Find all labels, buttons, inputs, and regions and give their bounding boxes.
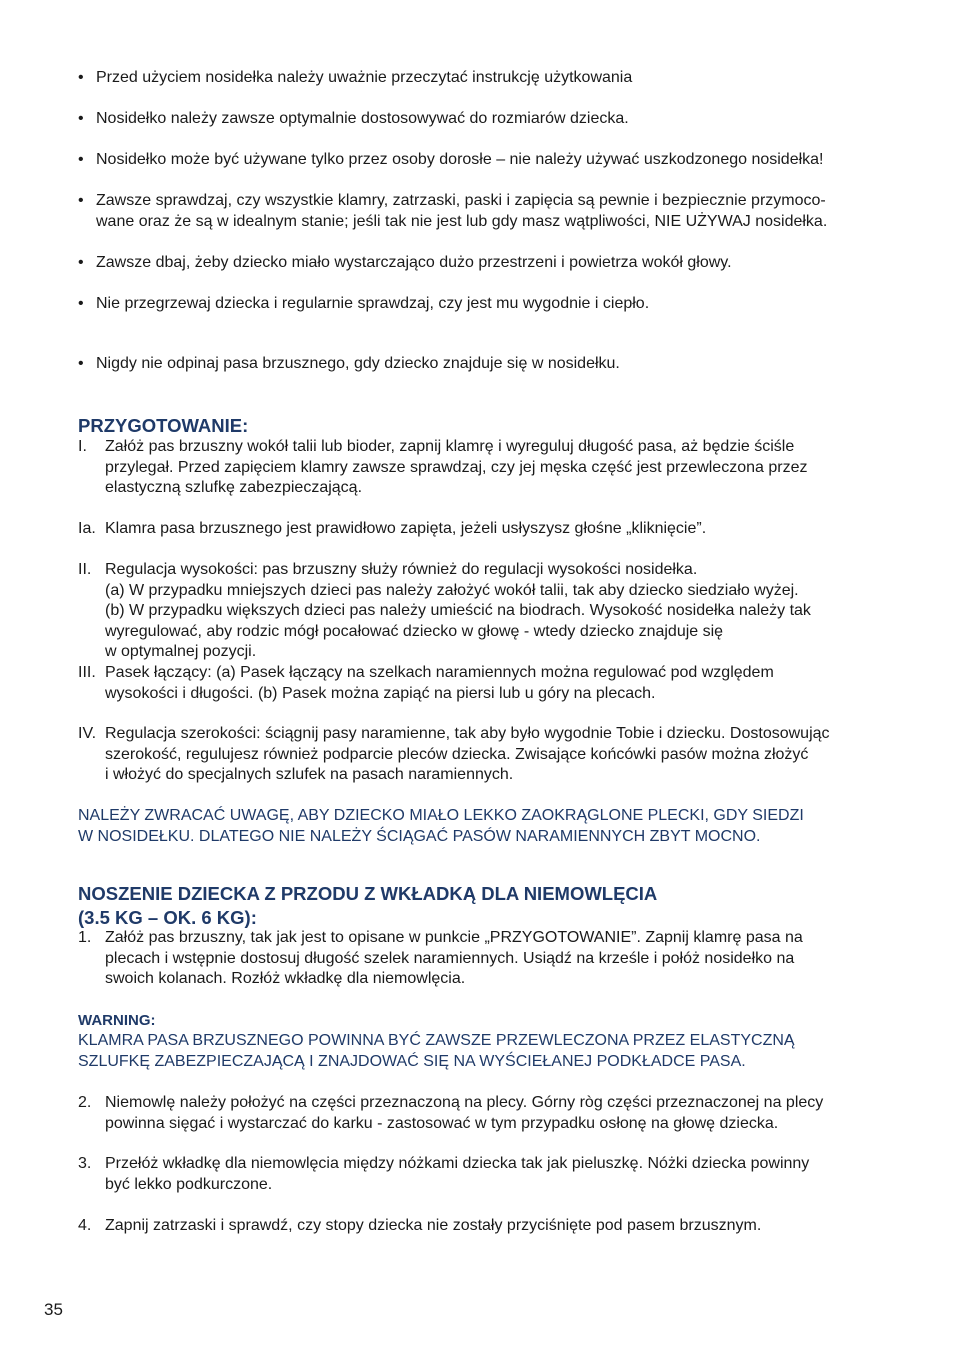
step-line: Klamra pasa brzusznego jest prawidłowo zapięta, jeżeli usłyszysz głośne „kliknięcie”. <box>105 520 707 537</box>
heading-line: (3.5 KG – OK. 6 KG): <box>78 907 257 928</box>
step-marker: 3. <box>78 1155 92 1172</box>
step-line: szerokość, regulujesz również podparcie pleców dziecka. Zwisające końcówki pasów można złożyć <box>105 745 809 763</box>
step-line: Załóż pas brzuszny, tak jak jest to opisane w punkcie „PRZYGOTOWANIE”. Zapnij klamrę pasa na <box>105 929 803 946</box>
bullet-icon: • <box>78 295 84 312</box>
step-marker: 2. <box>78 1094 92 1111</box>
step-marker: Ia. <box>78 520 96 537</box>
front-step <box>78 1154 898 1195</box>
bullet-icon: • <box>78 192 84 209</box>
notice-line: NALEŻY ZWRACAĆ UWAGĘ, ABY DZIECKO MIAŁO LEKKO ZAOKRĄGLONE PLECKI, GDY SIEDZI <box>78 807 804 824</box>
front-step <box>78 1216 898 1237</box>
step-marker: I. <box>78 438 87 455</box>
prep-step <box>78 663 898 704</box>
bullet-line: wane oraz że są w idealnym stanie; jeśli tak nie jest lub gdy masz wątpliwości, NIE UŻYWAJ nosidełka. <box>96 212 828 230</box>
step-line: Pasek łączący: (a) Pasek łączący na szelkach naramiennych można regulować pod względem <box>105 664 774 681</box>
step-line: wyregulować, aby rodzic mógł pocałować dziecko w głowę - wtedy dziecko znajduje się <box>105 622 724 640</box>
step-line: swoich kolanach. Rozłóż wkładkę dla niemowlęcia. <box>105 970 466 988</box>
bullet-icon: • <box>78 254 84 271</box>
prep-step <box>78 724 898 786</box>
notice-line: W NOSIDEŁKU. DLATEGO NIE NALEŻY ŚCIĄGAĆ PASÓW NARAMIENNYCH ZBYT MOCNO. <box>78 827 761 845</box>
bullet-line: Nie przegrzewaj dziecka i regularnie sprawdzaj, czy jest mu wygodnie i ciepło. <box>96 295 650 312</box>
bullet-icon: • <box>78 355 84 372</box>
step-line: powinna sięgać i wystarczać do karku - zastosować w tym przypadku osłonę na głowę dziecka. <box>105 1114 779 1132</box>
step-line: przylegał. Przed zapięciem klamry zawsze sprawdzaj, czy jej męska część jest przewleczona przez <box>105 458 808 476</box>
step-line: Przełóż wkładkę dla niemowlęcia między nóżkami dziecka tak jak pieluszkę. Nóżki dziecka powinny <box>105 1155 810 1172</box>
bullet-line: Zawsze dbaj, żeby dziecko miało wystarczająco dużo przestrzeni i powietrza wokół głowy. <box>96 254 732 271</box>
prep-notice <box>78 806 898 847</box>
prep-step <box>78 519 898 540</box>
step-line: być lekko podkurczone. <box>105 1175 273 1193</box>
step-line: Załóż pas brzuszny wokół talii lub bioder, zapnij klamrę i wyreguluj długość pasa, aż będzie ściśle <box>105 438 795 455</box>
step-marker: 1. <box>78 929 92 946</box>
heading-line: NOSZENIE DZIECKA Z PRZODU Z WKŁADKĄ DLA NIEMOWLĘCIA <box>78 883 658 904</box>
safety-bullet <box>78 109 898 130</box>
step-line: Regulacja szerokości: ściągnij pasy naramienne, tak aby było wygodnie Tobie i dziecku. Dostosowując <box>105 725 830 742</box>
step-line: w optymalnej pozycji. <box>105 643 257 661</box>
bullet-line: Nosidełko należy zawsze optymalnie dostosowywać do rozmiarów dziecka. <box>96 110 629 127</box>
safety-bullet <box>78 253 898 274</box>
warning-line: SZLUFKĘ ZABEZPIECZAJĄCĄ I ZNAJDOWAĆ SIĘ NA WYŚCIEŁANEJ PODKŁADCE PASA. <box>78 1052 746 1070</box>
bullet-icon: • <box>78 69 84 86</box>
warning-text <box>78 1031 898 1072</box>
front-step <box>78 1093 898 1134</box>
bullet-line: Nigdy nie odpinaj pasa brzusznego, gdy dziecko znajduje się w nosidełku. <box>96 355 620 372</box>
step-line: wysokości i długości. (b) Pasek można zapiąć na piersi lub u góry na plecach. <box>105 684 656 702</box>
front-step <box>78 928 898 990</box>
bullet-line: Nosidełko może być używane tylko przez osoby dorosłe – nie należy używać uszkodzonego nosidełka! <box>96 151 824 168</box>
bullet-icon: • <box>78 151 84 168</box>
bullet-line: Zawsze sprawdzaj, czy wszystkie klamry, zatrzaski, paski i zapięcia są pewnie i bezpiecznie przymoco- <box>96 192 826 209</box>
step-line: elastyczną szlufkę zabezpieczającą. <box>105 479 363 497</box>
bullet-line: Przed użyciem nosidełka należy uważnie przeczytać instrukcję użytkowania <box>96 69 633 86</box>
warning-line: KLAMRA PASA BRZUSZNEGO POWINNA BYĆ ZAWSZE PRZEWLECZONA PRZEZ ELASTYCZNĄ <box>78 1032 795 1049</box>
bullet-icon: • <box>78 110 84 127</box>
section-heading-front-carry <box>78 882 657 930</box>
step-line: Zapnij zatrzaski i sprawdź, czy stopy dziecka nie zostały przyciśnięte pod pasem brzusznym. <box>105 1217 762 1234</box>
step-marker: IV. <box>78 725 97 742</box>
safety-bullet <box>78 294 898 315</box>
step-line: Regulacja wysokości: pas brzuszny służy również do regulacji wysokości nosidełka. <box>105 561 698 578</box>
prep-step <box>78 437 898 499</box>
step-line: (b) W przypadku większych dzieci pas należy umieścić na biodrach. Wysokość nosidełka należy tak <box>105 602 811 620</box>
safety-bullet <box>78 191 898 232</box>
step-marker: III. <box>78 664 96 681</box>
step-line: i włożyć do specjalnych szlufek na pasach naramiennych. <box>105 766 514 784</box>
step-line: plecach i wstępnie dostosuj długość szelek naramiennych. Usiądź na krześle i połóż nosidełko na <box>105 949 795 967</box>
safety-bullet <box>78 68 898 89</box>
step-line: Niemowlę należy położyć na części przeznaczoną na plecy. Górny ròg części przeznaczonej na plecy <box>105 1094 824 1111</box>
page-number: 35 <box>44 1300 63 1319</box>
step-marker: II. <box>78 561 92 578</box>
prep-step <box>78 560 898 663</box>
warning-title: WARNING: <box>78 1012 156 1029</box>
step-line: (a) W przypadku mniejszych dzieci pas należy założyć wokół talii, tak aby dziecko siedziało wyżej. <box>105 581 799 599</box>
step-marker: 4. <box>78 1217 92 1234</box>
section-heading-preparation: PRZYGOTOWANIE: <box>78 415 249 436</box>
safety-bullet <box>78 150 898 171</box>
safety-bullet <box>78 354 898 375</box>
